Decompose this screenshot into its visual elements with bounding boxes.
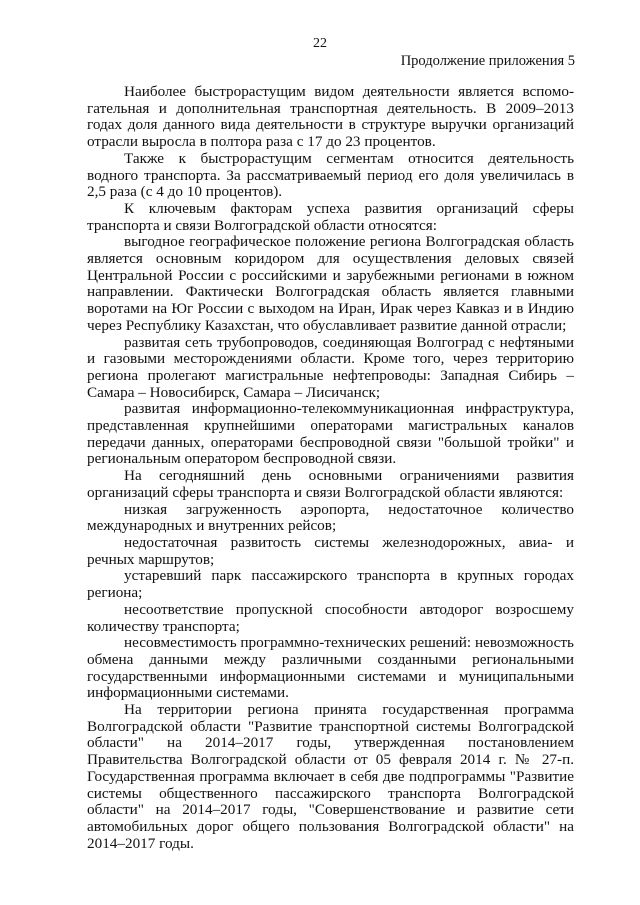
paragraph-pipelines: развитая сеть трубопроводов, соединяющая Волгоград с нефтяными и газовыми месторождениями области. Кроме того, через территорию региона пролегают магистральные нефтепроводы: Западная Сибирь – Самара – Новосибирск, Самара – Лисичанск; <box>87 333 574 401</box>
paragraph-telecom-infrastructure: развитая информационно-телекоммуникационная инфраструктура, представленная крупнейшими операторами магистральных каналов передачи данных, операторами беспроводной связи "большой тройки" и региональным оператором беспроводной связи. <box>87 400 574 468</box>
paragraph-airport-load: низкая загруженность аэропорта, недостаточное количество международных и внутренних рейсов; <box>87 500 574 535</box>
paragraph-constraints-intro: На сегодняшний день основными ограничениями развития организаций сферы транспорта и связи Волгоградской области являются: <box>87 467 574 501</box>
paragraph-fastest-growing-activity: Наиболее быстрорастущим видом деятельности является вспомогательная и дополнительная транспортная деятельность. В 2009–2013 годах доля данного вида деятельности в структуре выручки организаций отрасли выросла в полтора раза с 17 до 23 процентов. <box>87 83 574 151</box>
appendix-continuation-label: Продолжение приложения 5 <box>400 53 575 69</box>
paragraph-road-capacity: несоответствие пропускной способности автодорог возросшему количеству транспорта; <box>87 600 574 635</box>
paragraph-outdated-transport: устаревший парк пассажирского транспорта в крупных городах региона; <box>87 567 574 602</box>
document-body <box>87 84 574 852</box>
paragraph-railway-routes: недостаточная развитость системы железнодорожных, авиа- и речных маршрутов; <box>87 533 574 568</box>
page-number: 22 <box>313 36 327 51</box>
paragraph-water-transport: Также к быстрорастущим сегментам относится деятельность водного транспорта. За рассматриваемый период его доля увеличилась в 2,5 раза (с 4 до 10 процентов). <box>87 149 574 201</box>
paragraph-state-program: На территории региона принята государственная программа Волгоградской области "Развитие транспортной системы Волгоградской области" на 2014–2017 годы, утвержденная постановлением Правительства Волгоградской области от 05 февраля 2014 г. № 27-п. Государственная программа включает в себя две подпрограммы "Развитие системы общественного пассажирского транспорта Волгоградской области" на 2014–2017 годы, "Совершенствование и развитие сети автомобильных дорог общего пользования Волгоградской области" на 2014–2017 годы. <box>87 701 574 852</box>
paragraph-geographic-position: выгодное географическое положение региона Волгоградская область является основным коридором для осуществления деловых связей Центральной России с российскими и зарубежными регионами в южном направлении. Фактически Волгоградская область является главными воротами на Юг России с выходом на Иран, Ирак через Кавказ и в Индию через Республику Казахстан, что обуславливает развитие данной отрасли; <box>87 233 574 334</box>
paragraph-software-incompatibility: несовместимость программно-технических решений: невозможность обмена данными между различными созданными региональными государственными информационными системами и муниципальными информационными системами. <box>87 634 574 702</box>
paragraph-success-factors-intro: К ключевым факторам успеха развития организаций сферы транспорта и связи Волгоградской области относятся: <box>87 199 574 234</box>
